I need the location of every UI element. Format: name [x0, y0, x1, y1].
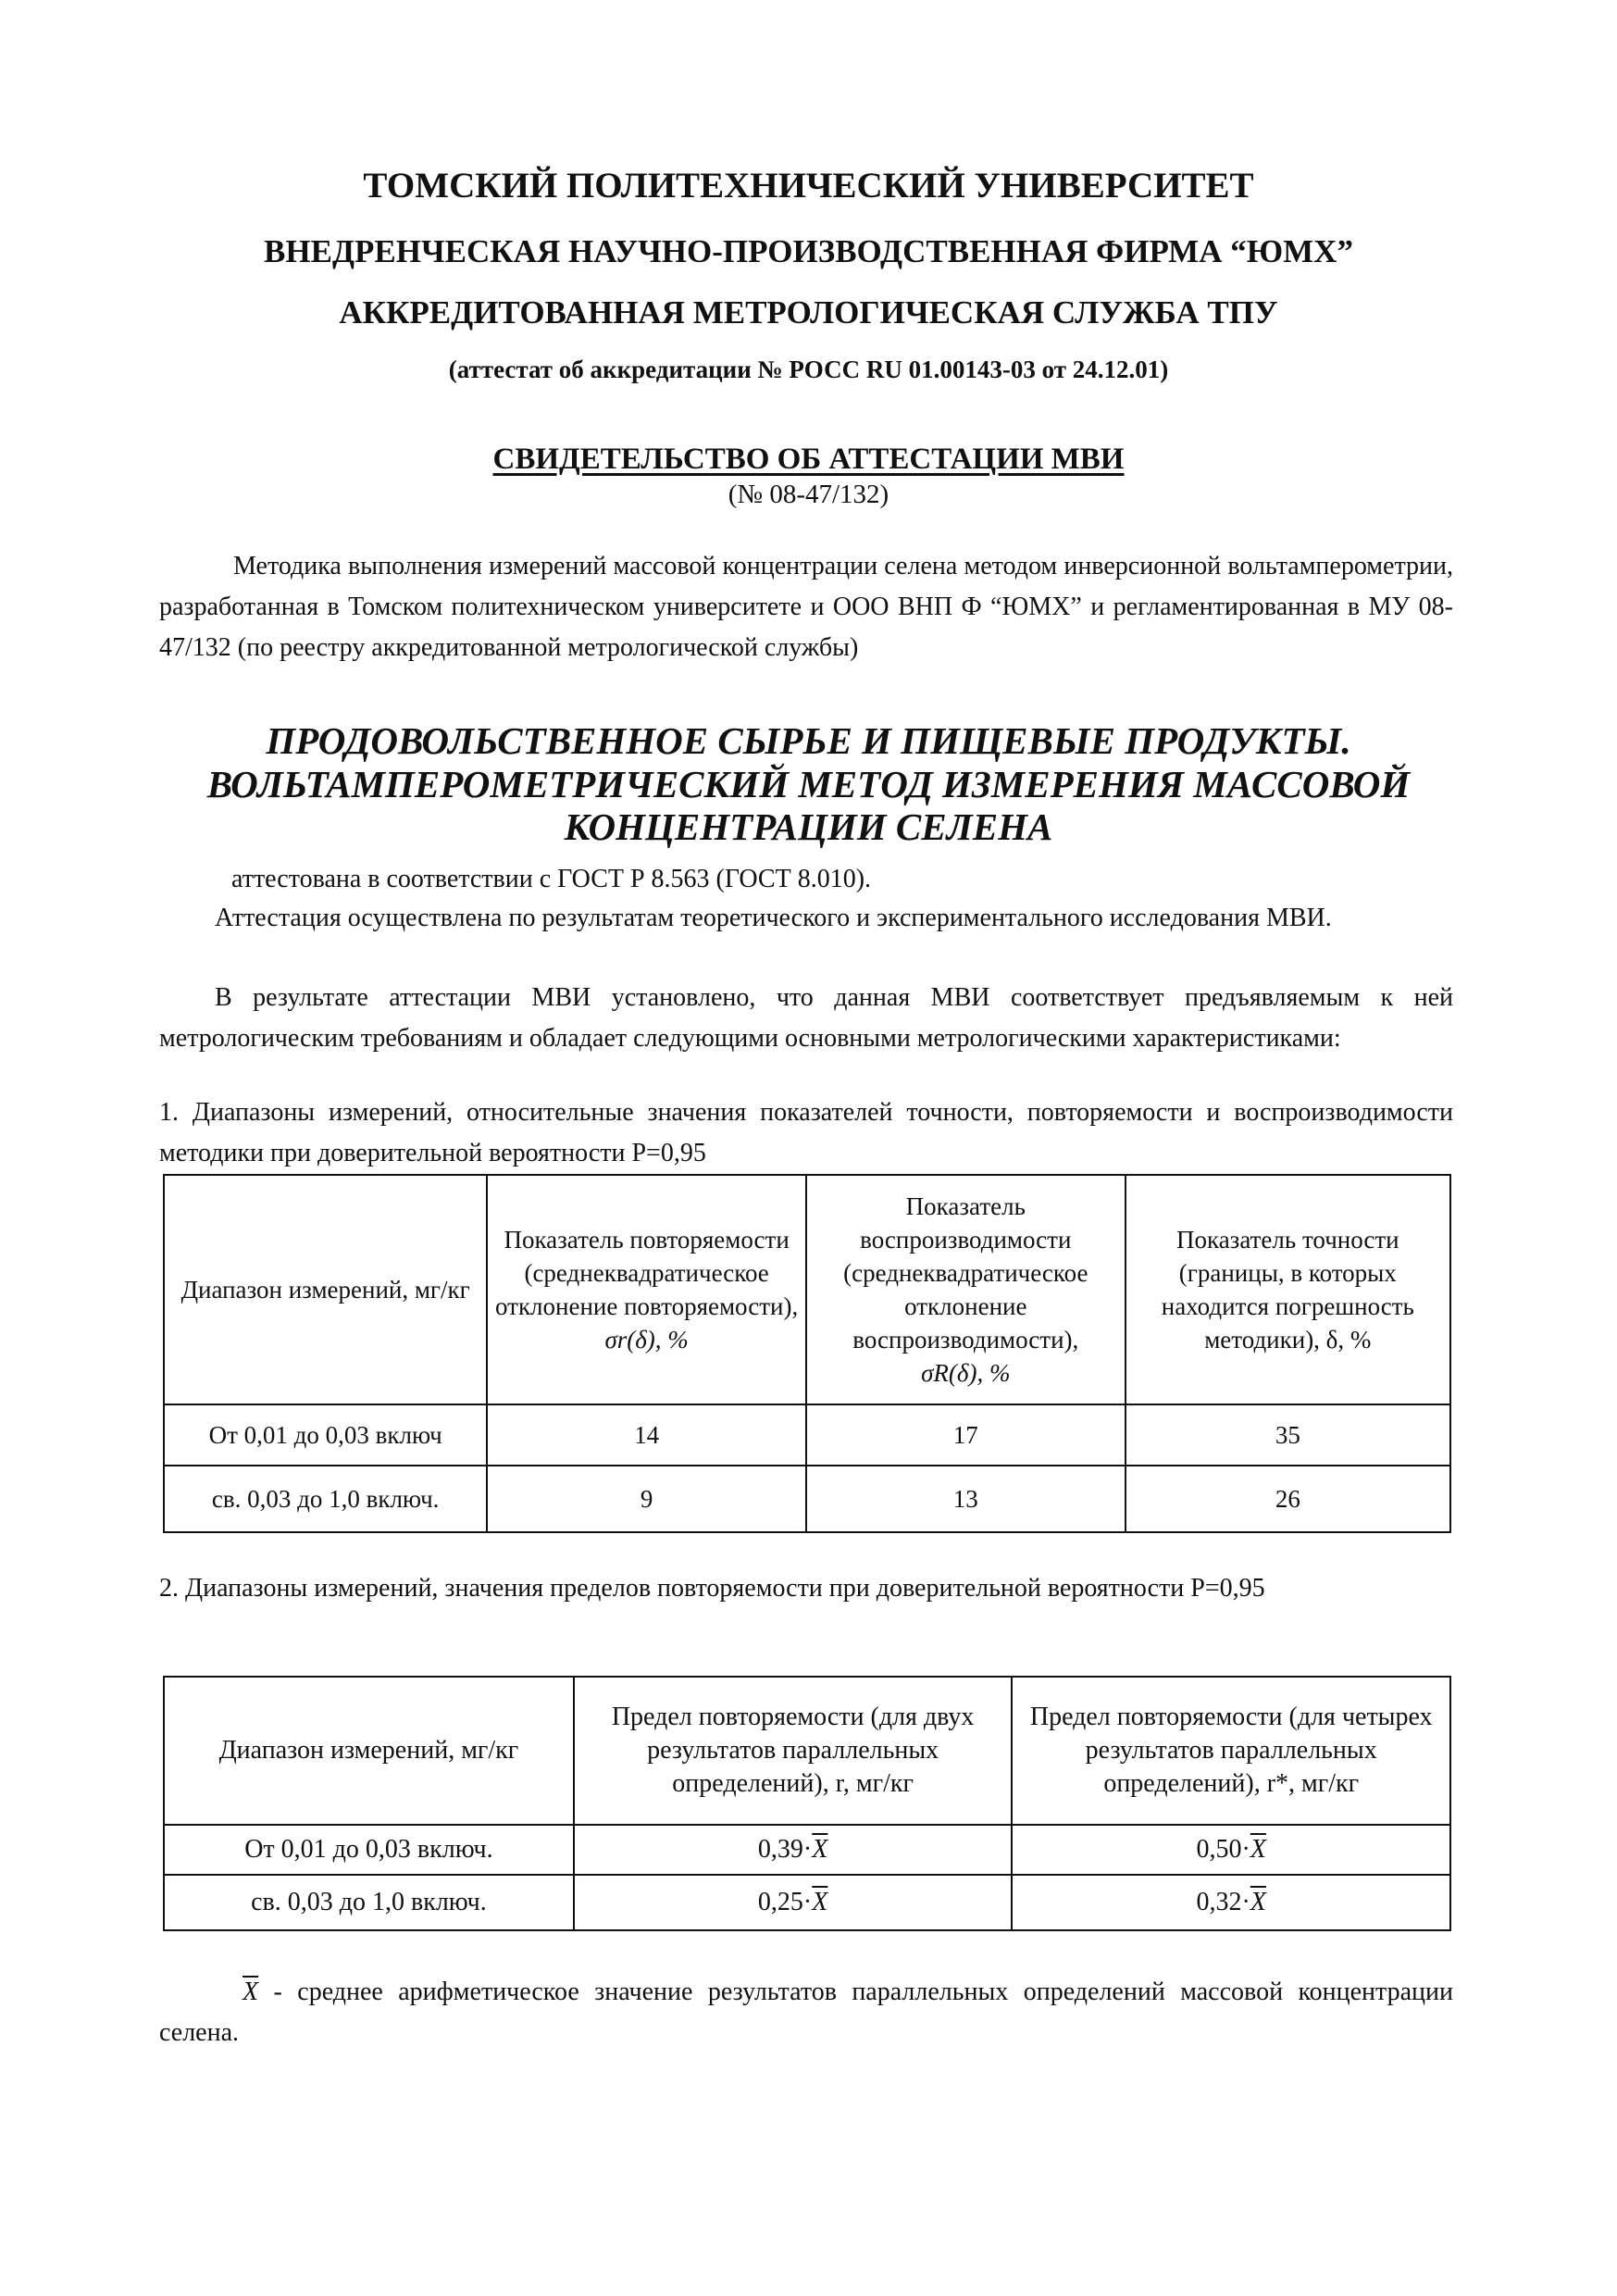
cell-limit-four	[1012, 1875, 1450, 1930]
cell-limit-two	[574, 1825, 1013, 1875]
header-accreditation: (аттестат об аккредитации № РОСС RU 01.00143-03 от 24.12.01)	[448, 356, 1169, 383]
header-repeatability-symbol: σr(δ), %	[604, 1326, 689, 1354]
cell-limit-four-factor: 0,32·	[1196, 1888, 1250, 1916]
cell-accuracy: 35	[1126, 1404, 1450, 1466]
header-service: АККРЕДИТОВАННАЯ МЕТРОЛОГИЧЕСКАЯ СЛУЖБА ТПУ	[339, 294, 1278, 331]
x-bar-symbol: $\overline{X}$	[1250, 1835, 1266, 1864]
certificate-number: (№ 08-47/132)	[728, 480, 889, 509]
table-header-row	[164, 1175, 1450, 1404]
header-reproducibility-symbol: σR(δ), %	[921, 1359, 1011, 1387]
header-reproducibility-text: Показатель воспроизводимости (среднеквадратическое отклонение воспроизводимости),	[843, 1192, 1088, 1354]
x-bar-symbol: $\overline{X}$	[812, 1888, 828, 1916]
repeatability-limit-table	[163, 1676, 1451, 1931]
method-title-line-2: ВОЛЬТАМПЕРОМЕТРИЧЕСКИЙ МЕТОД ИЗМЕРЕНИЯ МАССОВОЙ	[206, 763, 1411, 805]
table-header-row	[164, 1677, 1450, 1825]
cell-range: св. 0,03 до 1,0 включ.	[164, 1466, 487, 1532]
table-row	[164, 1875, 1450, 1930]
method-title-line-3: КОНЦЕНТРАЦИИ СЕЛЕНА	[564, 805, 1053, 848]
attested-paragraph: аттестована в соответствии с ГОСТ Р 8.563 (ГОСТ 8.010).	[231, 865, 872, 893]
header-range: Диапазон измерений, мг/кг	[164, 1677, 574, 1825]
table-row	[164, 1404, 1450, 1466]
attestation-paragraph: Аттестация осуществлена по результатам теоретического и экспериментального исследования МВИ.	[215, 904, 1332, 932]
method-title-line-1: ПРОДОВОЛЬСТВЕННОЕ СЫРЬЕ И ПИЩЕВЫЕ ПРОДУКТЫ.	[266, 719, 1351, 762]
accuracy-table	[163, 1174, 1451, 1533]
footnote-x-bar-symbol: $\overline{X}$	[243, 1978, 259, 2006]
cell-accuracy: 26	[1126, 1466, 1450, 1532]
cell-repeatability: 14	[487, 1404, 806, 1466]
header-firm: ВНЕДРЕНЧЕСКАЯ НАУЧНО-ПРОИЗВОДСТВЕННАЯ ФИРМА “ЮМХ”	[264, 233, 1353, 269]
cell-limit-two-factor: 0,25·	[757, 1888, 813, 1916]
x-bar-symbol: $\overline{X}$	[812, 1835, 828, 1864]
cell-reproducibility: 17	[806, 1404, 1126, 1466]
section2-caption: 2. Диапазоны измерений, значения пределов повторяемости при доверительной вероятности Р=0,95	[159, 1574, 1265, 1603]
header-accuracy	[1126, 1175, 1450, 1404]
header-repeatability-text: Показатель повторяемости (среднеквадратическое отклонение повторяемости),	[495, 1226, 799, 1320]
header-reproducibility	[806, 1175, 1126, 1404]
cell-repeatability: 9	[487, 1466, 806, 1532]
cell-limit-two-factor: 0,39·	[757, 1835, 813, 1864]
cell-range: От 0,01 до 0,03 включ.	[164, 1825, 574, 1875]
header-range	[164, 1175, 487, 1404]
cell-range: От 0,01 до 0,03 включ	[164, 1404, 487, 1466]
header-university: ТОМСКИЙ ПОЛИТЕХНИЧЕСКИЙ УНИВЕРСИТЕТ	[363, 166, 1254, 206]
certificate-title-text: СВИДЕТЕЛЬСТВО ОБ АТТЕСТАЦИИ МВИ	[492, 443, 1125, 476]
cell-reproducibility: 13	[806, 1466, 1126, 1532]
footnote-text: - среднее арифметическое значение результатов параллельных определений массовой концентрации селена.	[159, 1978, 1453, 2047]
cell-limit-two	[574, 1875, 1013, 1930]
table-row	[164, 1825, 1450, 1875]
table-row	[164, 1466, 1450, 1532]
x-bar-symbol: $\overline{X}$	[1250, 1888, 1266, 1916]
cell-range: св. 0,03 до 1,0 включ.	[164, 1875, 574, 1930]
footnote	[159, 1972, 1453, 2053]
intro-paragraph: Методика выполнения измерений массовой концентрации селена методом инверсионной вольтамперометрии, разработанная в Томском политехническом университете и ООО ВНП Ф “ЮМХ” и регламентированная в МУ 08-47/132 (по реестру аккредитованной метрологической службы)	[159, 552, 1453, 662]
header-repeatability	[487, 1175, 806, 1404]
header-range-text: Диапазон измерений, мг/кг	[180, 1276, 470, 1304]
result-paragraph: В результате аттестации МВИ установлено, что данная МВИ соответствует предъявляемым к ней метрологическим требованиям и обладает следующими основными метрологическими характеристиками:	[159, 983, 1453, 1053]
cell-limit-four-factor: 0,50·	[1196, 1835, 1250, 1864]
cell-limit-four	[1012, 1825, 1450, 1875]
header-limit-two: Предел повторяемости (для двух результатов параллельных определений), r, мг/кг	[574, 1677, 1013, 1825]
header-accuracy-text: Показатель точности (границы, в которых находится погрешность методики), δ, %	[1161, 1226, 1414, 1354]
header-limit-four: Предел повторяемости (для четырех результатов параллельных определений), r*, мг/кг	[1012, 1677, 1450, 1825]
section1-caption: 1. Диапазоны измерений, относительные значения показателей точности, повторяемости и воспроизводимости методики при доверительной вероятности Р=0,95	[159, 1098, 1453, 1167]
certificate-title	[139, 443, 1478, 477]
